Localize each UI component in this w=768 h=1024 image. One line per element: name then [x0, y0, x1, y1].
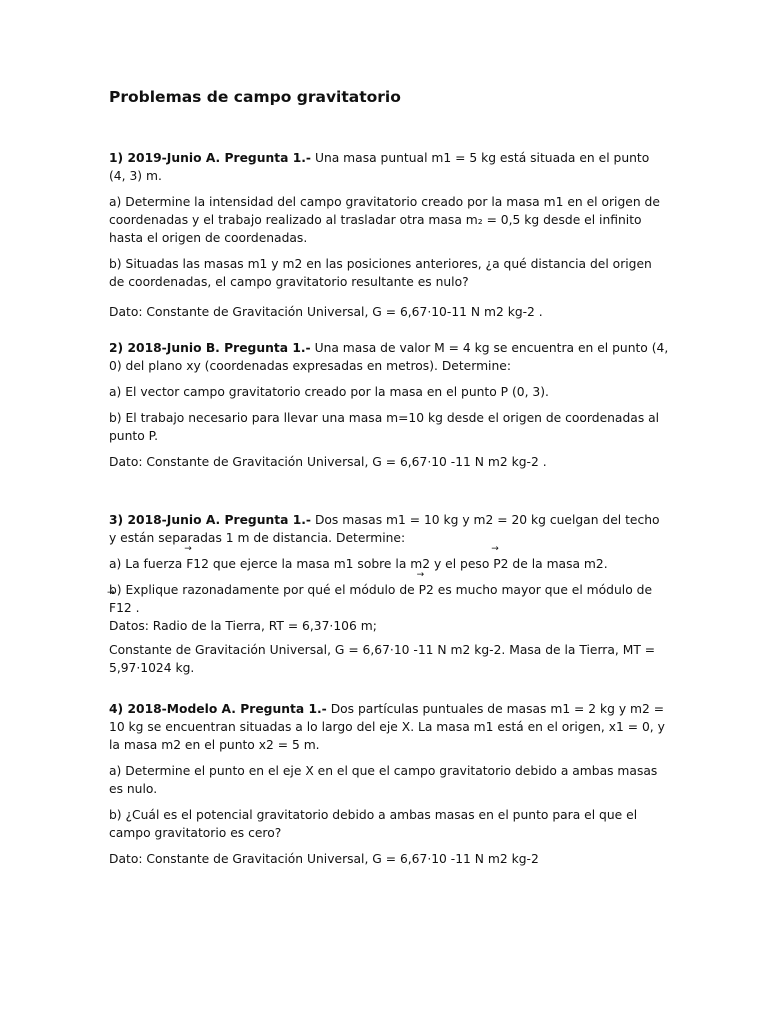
- problem-3-part-b: b) Explique razonadamente por qué el módulo de → P2 es mucho mayor que el módulo de → F12 . Datos: Radio de la Tierra, RT = 6,37·106 m;: [109, 581, 669, 635]
- problem-1-part-a: a) Determine la intensidad del campo gravitatorio creado por la masa m1 en el origen de coordenadas y el trabajo realizado al trasladar otra masa m₂ = 0,5 kg desde el infinito hasta el origen de coordenadas.: [109, 195, 660, 245]
- problem-4: [109, 700, 669, 876]
- problem-3-part-a: a) La fuerza → F12 que ejerce la masa m1 sobre la m2 y el peso → P2 de la masa m2.: [109, 555, 669, 573]
- vector-p2: → P2: [493, 555, 508, 573]
- vector-p2: → P2: [419, 581, 434, 599]
- problem-1-title: 1) 2019-Junio A. Pregunta 1.-: [109, 151, 312, 165]
- problem-2-statement: 2) 2018-Junio B. Pregunta 1.- Una masa de valor M = 4 kg se encuentra en el punto (4, 0) del plano xy (coordenadas expresadas en metros). Determine:: [109, 341, 669, 373]
- problem-1: [109, 149, 669, 329]
- vector-f12: → F12: [186, 555, 209, 573]
- page-title: Problemas de campo gravitatorio: [109, 88, 401, 106]
- problem-2-part-b: b) El trabajo necesario para llevar una masa m=10 kg desde el origen de coordenadas al punto P.: [109, 411, 660, 443]
- problem-4-part-b: b) ¿Cuál es el potencial gravitatorio debido a ambas masas en el punto para el que el campo gravitatorio es cero?: [109, 808, 638, 840]
- problem-1-part-b: b) Situadas las masas m1 y m2 en las posiciones anteriores, ¿a qué distancia del origen de coordenadas, el campo gravitatorio resultante es nulo?: [109, 257, 652, 289]
- problem-2-part-a: a) El vector campo gravitatorio creado por la masa en el punto P (0, 3).: [109, 385, 549, 399]
- problem-3-statement: 3) 2018-Junio A. Pregunta 1.- Dos masas m1 = 10 kg y m2 = 20 kg cuelgan del techo y están separadas 1 m de distancia. Determine:: [109, 513, 660, 545]
- problem-3-earth-radius: Datos: Radio de la Tierra, RT = 6,37·106 m;: [109, 619, 377, 633]
- problem-3-title: 3) 2018-Junio A. Pregunta 1.-: [109, 513, 312, 527]
- problem-2-title: 2) 2018-Junio B. Pregunta 1.-: [109, 341, 311, 355]
- problem-4-data: Dato: Constante de Gravitación Universal, G = 6,67·10 -11 N m2 kg-2: [109, 852, 539, 866]
- problem-1-statement: 1) 2019-Junio A. Pregunta 1.- Una masa puntual m1 = 5 kg está situada en el punto (4, 3) m.: [109, 151, 650, 183]
- vector-f12: → F12: [109, 599, 132, 617]
- problem-2: [109, 339, 669, 479]
- problem-3: [109, 511, 669, 685]
- problem-4-title: 4) 2018-Modelo A. Pregunta 1.-: [109, 702, 327, 716]
- problem-3-data: Constante de Gravitación Universal, G = 6,67·10 -11 N m2 kg-2. Masa de la Tierra, MT = 5,97·1024 kg.: [109, 643, 656, 675]
- problem-4-part-a: a) Determine el punto en el eje X en el que el campo gravitatorio debido a ambas masas es nulo.: [109, 764, 658, 796]
- problem-1-data: Dato: Constante de Gravitación Universal, G = 6,67·10-11 N m2 kg-2 .: [109, 305, 543, 319]
- problem-2-data: Dato: Constante de Gravitación Universal, G = 6,67·10 -11 N m2 kg-2 .: [109, 455, 547, 469]
- problem-4-statement: 4) 2018-Modelo A. Pregunta 1.- Dos partículas puntuales de masas m1 = 2 kg y m2 = 10 kg se encuentran situadas a lo largo del eje X. La masa m1 está en el origen, x1 = 0, y la masa m2 en el punto x2 = 5 m.: [109, 702, 665, 752]
